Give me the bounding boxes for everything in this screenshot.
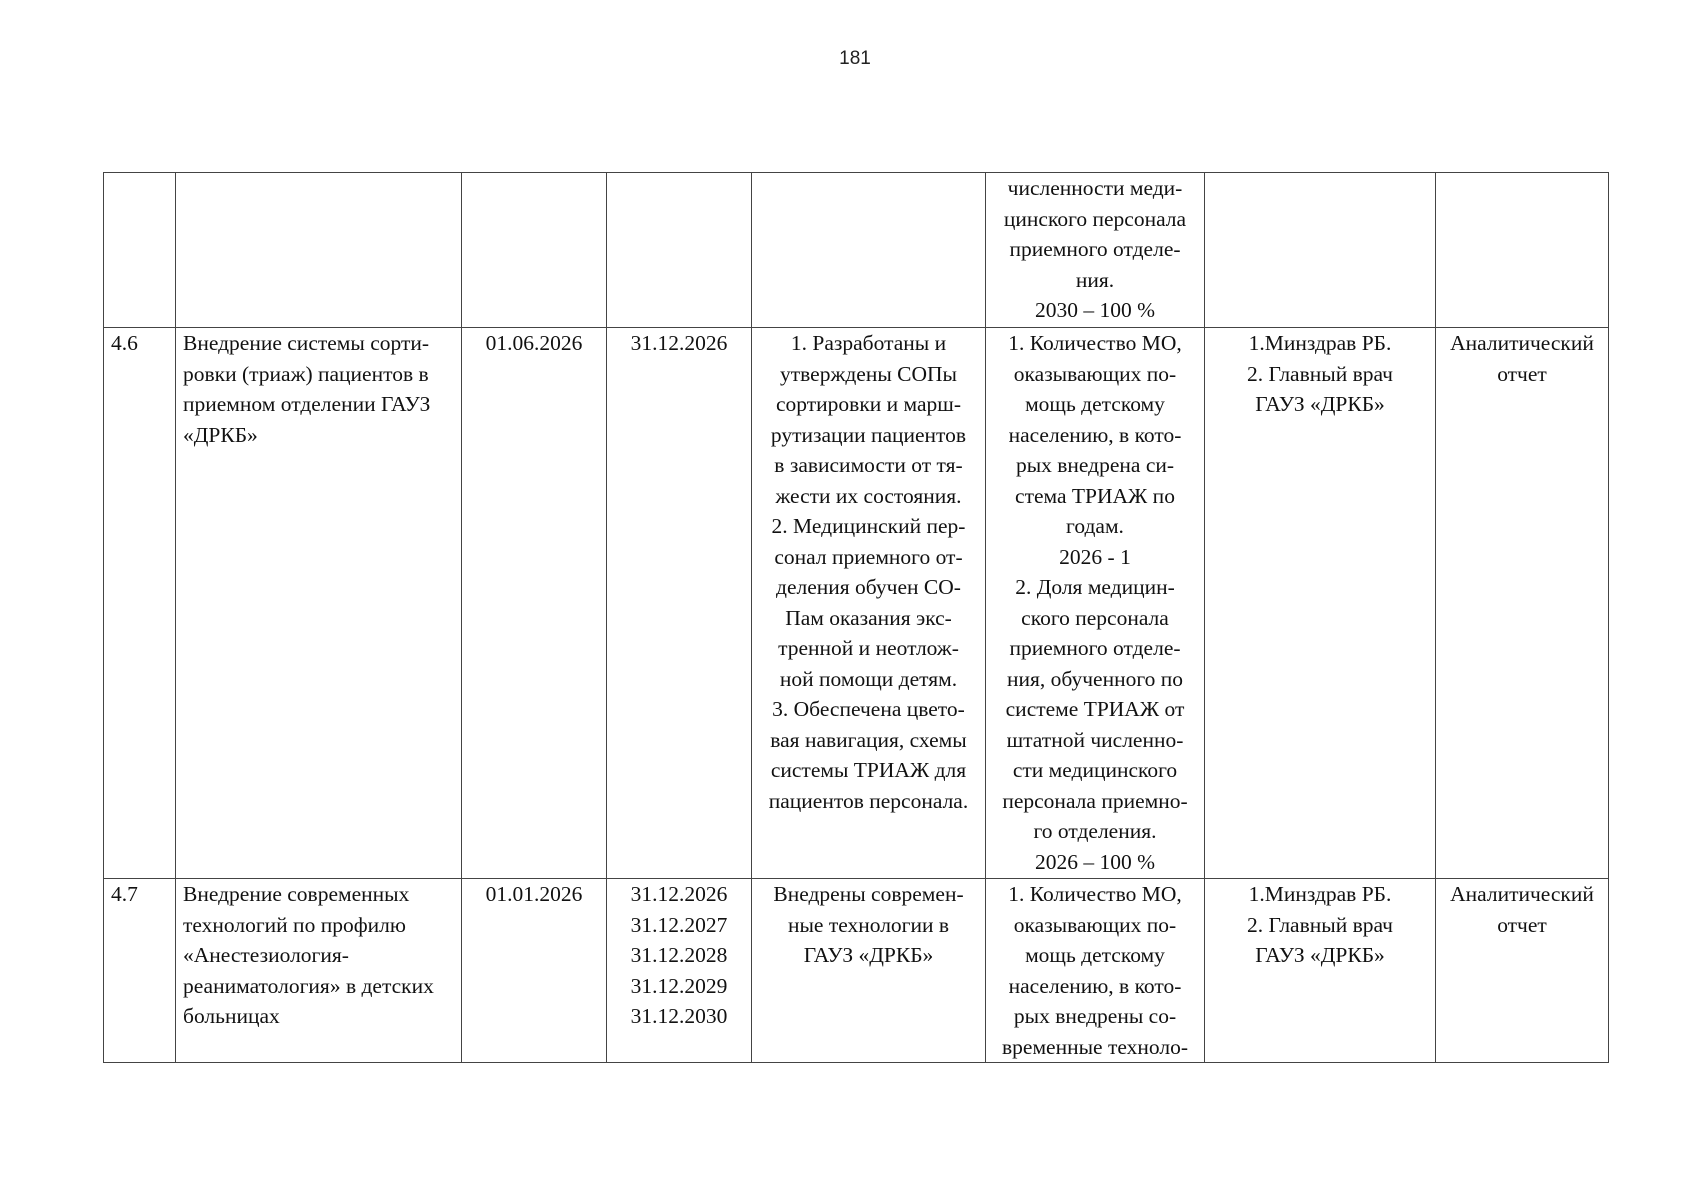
cell-text-line: временные техноло- xyxy=(1002,1034,1188,1059)
cell-report-type xyxy=(1436,879,1609,1063)
cell-text-line: ния. xyxy=(1075,267,1115,292)
cell-text-line: ные технологии в xyxy=(787,912,950,937)
cell-text-line: го отделения. xyxy=(1033,819,1157,843)
cell-responsible xyxy=(1205,328,1436,879)
cell-text-line: сти медицинского xyxy=(1012,758,1178,782)
cell-start-date xyxy=(462,879,607,1063)
cell-end-date xyxy=(607,879,752,1063)
cell-report-type xyxy=(1436,173,1609,328)
cell-text-line: 3. Обеспечена цвето- xyxy=(772,697,965,721)
cell-text-line: Внедрение системы сорти- xyxy=(183,331,430,355)
cell-text-line: мощь детскому xyxy=(1025,392,1165,416)
cell-text-line: 31.12.2029 xyxy=(630,973,728,998)
cell-text-line: деления обучен СО- xyxy=(776,575,961,599)
cell-text-line: «ДРКБ» xyxy=(183,422,258,447)
cell-text-line: 2026 – 100 % xyxy=(1034,849,1156,874)
cell-text-line: 2. Главный врач xyxy=(1247,912,1393,937)
cell-text-line: приемного отделе- xyxy=(1009,237,1181,261)
cell-measure-name xyxy=(176,328,462,879)
cell-text-line: Аналитический xyxy=(1450,331,1594,355)
cell-text-line: Аналитический xyxy=(1450,882,1594,906)
cell-report-type xyxy=(1436,328,1609,879)
table-row xyxy=(104,879,1609,1063)
cell-number xyxy=(104,173,176,328)
cell-text-line: мощь детскому xyxy=(1025,943,1165,967)
cell-text-line: цинского персонала xyxy=(1003,206,1187,231)
cell-start-date xyxy=(462,173,607,328)
cell-text-line: 31.12.2030 xyxy=(630,1004,728,1028)
cell-number: 4.6 xyxy=(104,328,176,879)
cell-responsible xyxy=(1205,173,1436,328)
cell-text-line: приемного отделе- xyxy=(1009,636,1181,660)
cell-text-line: 1.Минздрав РБ. xyxy=(1248,882,1392,906)
cell-text-line: приемном отделении ГАУЗ xyxy=(183,392,431,416)
cell-text-line: численности меди- xyxy=(1007,176,1183,200)
cell-text-line: 2. Доля медицин- xyxy=(1015,575,1175,599)
cell-text-line: Внедрение современных xyxy=(183,882,410,906)
table-row xyxy=(104,173,1609,328)
cell-text-line: вая навигация, схемы xyxy=(770,727,967,752)
cell-text-line: 31.12.2026 xyxy=(630,331,728,355)
table-row xyxy=(104,328,1609,879)
cell-text-line: ровки (триаж) пациентов в xyxy=(183,361,429,386)
cell-text-line: утверждены СОПы xyxy=(780,361,957,386)
cell-text-line: сортировки и марш- xyxy=(776,392,961,416)
cell-indicators xyxy=(986,328,1205,879)
cell-text-line: тренной и неотлож- xyxy=(778,636,959,660)
cell-text-line: рых внедрена си- xyxy=(1015,453,1175,477)
cell-text-line: в зависимости от тя- xyxy=(774,453,963,477)
cell-text-line: пациентов персонала. xyxy=(768,788,969,813)
cell-text-line: 1. Разработаны и xyxy=(790,331,947,355)
cell-text-line: оказывающих по- xyxy=(1013,912,1177,937)
cell-expected-result xyxy=(752,328,986,879)
cell-expected-result xyxy=(752,879,986,1063)
cell-text-line: стема ТРИАЖ по xyxy=(1015,483,1175,508)
cell-text-line: больницах xyxy=(183,1004,280,1028)
cell-text-line: 01.06.2026 xyxy=(485,331,583,355)
cell-text-line: рутизации пациентов xyxy=(770,422,967,447)
page-number: 181 xyxy=(839,48,871,69)
cell-text-line: ния, обученного по xyxy=(1006,666,1184,691)
cell-text-line: 01.01.2026 xyxy=(485,882,583,906)
cell-text-line: жести их состояния. xyxy=(775,483,962,508)
cell-measure-name xyxy=(176,879,462,1063)
cell-text-line: ского персонала xyxy=(1021,605,1169,630)
cell-text-line: 2. Медицинский пер- xyxy=(771,514,966,538)
cell-text-line: системы ТРИАЖ для xyxy=(770,758,967,782)
cell-text-line: населению, в кото- xyxy=(1008,422,1182,447)
cell-text-line: сонал приемного от- xyxy=(774,544,963,569)
cell-text-line: 2030 – 100 % xyxy=(1034,298,1156,322)
cell-text-line: штатной численно- xyxy=(1006,727,1184,752)
cell-text-line: Внедрены современ- xyxy=(773,882,964,906)
cell-end-date xyxy=(607,173,752,328)
cell-text-line: 1. Количество МО, xyxy=(1008,331,1182,355)
cell-indicators xyxy=(986,879,1205,1063)
cell-text-line: системе ТРИАЖ от xyxy=(1005,697,1185,721)
cell-text-line: ГАУЗ «ДРКБ» xyxy=(1255,392,1385,416)
cell-indicators xyxy=(986,173,1205,328)
cell-text-line: 31.12.2026 xyxy=(630,882,728,906)
cell-text-line: ГАУЗ «ДРКБ» xyxy=(1255,943,1385,967)
cell-text-line: персонала приемно- xyxy=(1002,788,1188,813)
cell-end-date xyxy=(607,328,752,879)
cell-text-line: отчет xyxy=(1497,912,1547,937)
measures-table xyxy=(103,172,1609,1063)
cell-text-line: населению, в кото- xyxy=(1008,973,1182,998)
cell-text-line: реаниматология» в детских xyxy=(183,973,434,998)
cell-text-line: 1. Количество МО, xyxy=(1008,882,1182,906)
cell-measure-name xyxy=(176,173,462,328)
cell-expected-result xyxy=(752,173,986,328)
cell-text-line: годам. xyxy=(1066,514,1124,538)
cell-text-line: технологий по профилю xyxy=(183,912,406,937)
cell-number: 4.7 xyxy=(104,879,176,1063)
cell-text-line: 31.12.2028 xyxy=(630,943,728,967)
cell-text-line: 1.Минздрав РБ. xyxy=(1248,331,1392,355)
cell-responsible xyxy=(1205,879,1436,1063)
cell-text-line: оказывающих по- xyxy=(1013,361,1177,386)
cell-text-line: рых внедрены со- xyxy=(1013,1004,1177,1028)
cell-text-line: Пам оказания экс- xyxy=(785,605,952,630)
cell-text-line: отчет xyxy=(1497,361,1547,386)
cell-text-line: «Анестезиология- xyxy=(183,943,349,967)
cell-text-line: ной помощи детям. xyxy=(779,666,958,691)
cell-text-line: 2. Главный врач xyxy=(1247,361,1393,386)
cell-text-line: 2026 - 1 xyxy=(1059,544,1131,569)
cell-start-date xyxy=(462,328,607,879)
cell-text-line: 31.12.2027 xyxy=(630,912,728,937)
cell-text-line: ГАУЗ «ДРКБ» xyxy=(803,943,934,967)
